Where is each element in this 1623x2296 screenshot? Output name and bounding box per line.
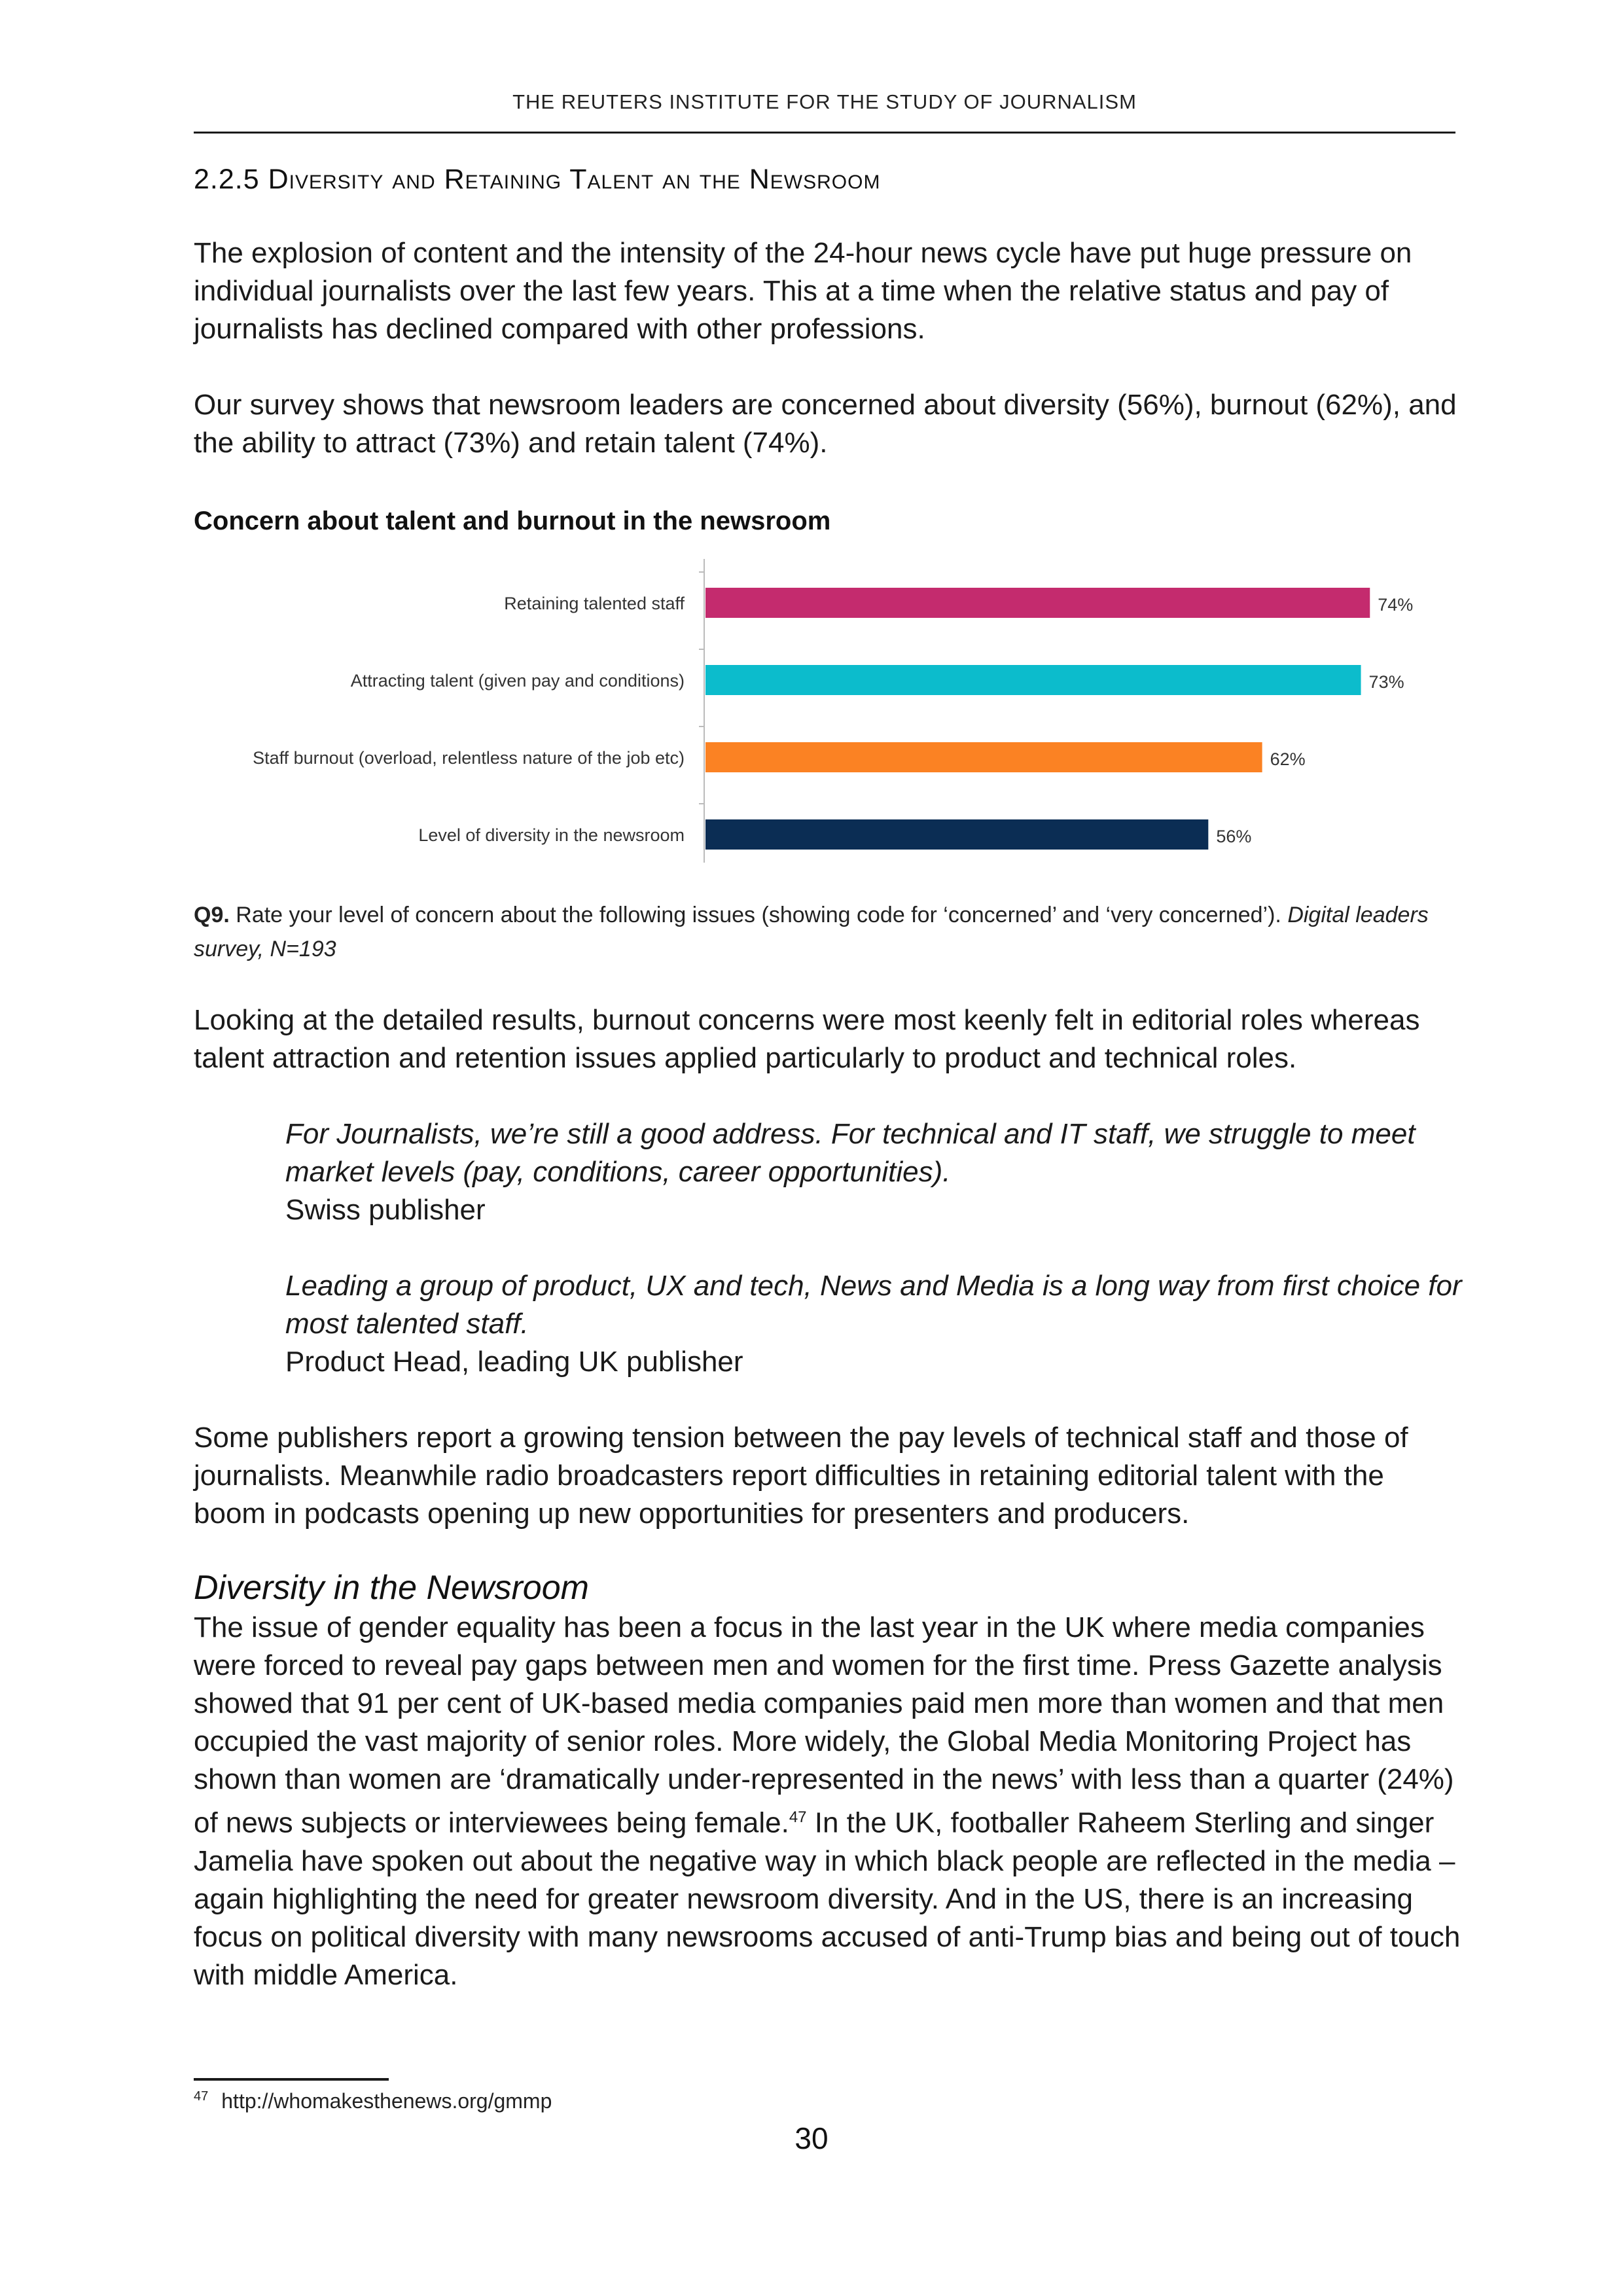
running-header: THE REUTERS INSTITUTE FOR THE STUDY OF JOURNALISM bbox=[512, 90, 1137, 113]
paragraph-tension: Some publishers report a growing tension between the pay levels of technical staff and those of journalists. Meanwhile radio broadcasters report difficulties in retaining editorial talent with the boom in podcasts opening up new opportunities for presenters and producers. bbox=[194, 1422, 1408, 1530]
quote-block bbox=[285, 1115, 1463, 1229]
quote-attribution: Product Head, leading UK publisher bbox=[285, 1346, 743, 1378]
chart-caption bbox=[194, 898, 1463, 966]
paragraph-diversity-text-cont: In the UK, footballer Raheem Sterling and singer Jamelia have spoken out about the negative way in which black people are reflected in the media – again highlighting the need for greater newsroom diversity. And in the US, there is an increasing focus on political diversity with many newsrooms accused of anti-Trump bias and being out of touch with middle America. bbox=[194, 1806, 1461, 1991]
value-label: 73% bbox=[1368, 672, 1404, 692]
paragraph-survey: Our survey shows that newsroom leaders are concerned about diversity (56%), burnout (62%), and the ability to attract (73%) and retain talent (74%). bbox=[194, 389, 1457, 459]
footnote-number: 47 bbox=[194, 2089, 209, 2104]
category-label: Attracting talent (given pay and conditions) bbox=[350, 671, 685, 691]
bar bbox=[705, 742, 1262, 772]
quote-attribution: Swiss publisher bbox=[285, 1194, 486, 1226]
quote-text: Leading a group of product, UX and tech, News and Media is a long way from first choice for most talented staff. bbox=[285, 1270, 1462, 1340]
value-label: 56% bbox=[1216, 827, 1252, 846]
chart-title: Concern about talent and burnout in the newsroom bbox=[194, 507, 831, 535]
quote-text: For Journalists, we’re still a good address. For technical and IT staff, we struggle to meet market levels (pay, conditions, career opportunities). bbox=[285, 1118, 1416, 1188]
paragraph-diversity bbox=[194, 1609, 1463, 1994]
page-number: 30 bbox=[794, 2121, 829, 2155]
value-label: 62% bbox=[1270, 749, 1306, 769]
footnote-ref[interactable]: 47 bbox=[789, 1808, 807, 1826]
subheading: Diversity in the Newsroom bbox=[194, 1569, 589, 1607]
paragraph-intro: The explosion of content and the intensity of the 24-hour news cycle have put huge pressure on individual journalists over the last few years. This at a time when the relative status and pay of journalists has declined compared with other professions. bbox=[194, 237, 1412, 345]
bar bbox=[705, 665, 1361, 695]
quote-block bbox=[285, 1267, 1463, 1381]
bar bbox=[705, 588, 1370, 618]
caption-label: Q9. bbox=[194, 903, 230, 927]
paragraph-detail: Looking at the detailed results, burnout concerns were most keenly felt in editorial roles whereas talent attraction and retention issues applied particularly to product and technical roles. bbox=[194, 1004, 1420, 1074]
footnote bbox=[194, 2089, 552, 2113]
header-rule bbox=[194, 132, 1455, 134]
footnote-link[interactable]: http://whomakesthenews.org/gmmp bbox=[221, 2089, 552, 2113]
value-label: 74% bbox=[1378, 595, 1414, 615]
caption-text: Rate your level of concern about the following issues (showing code for ‘concerned’ and ‘very concerned’). bbox=[229, 903, 1288, 927]
category-label: Staff burnout (overload, relentless nature of the job etc) bbox=[253, 748, 685, 768]
category-label: Level of diversity in the newsroom bbox=[418, 825, 685, 845]
section-title: 2.2.5 Diversity and Retaining Talent an the Newsroom bbox=[194, 164, 881, 195]
paragraph-diversity-text: The issue of gender equality has been a focus in the last year in the UK where media companies were forced to reveal pay gaps between men and women for the first time. Press Gazette analysis showed that 91 per cent of UK-based media companies paid men more than women and that men occupied the vast majority of senior roles. More widely, the Global Media Monitoring Project has shown than women are ‘dramatically under-represented in the news’ with less than a quarter (24%) of news subjects or interviewees being female. bbox=[194, 1611, 1454, 1839]
chart-canvas bbox=[194, 550, 1455, 877]
category-label: Retaining talented staff bbox=[504, 594, 685, 613]
bar-chart bbox=[194, 550, 1455, 877]
bar bbox=[705, 819, 1208, 850]
footnote-rule bbox=[194, 2078, 389, 2081]
caption-source: Digital leaders survey, N=193 bbox=[194, 903, 1429, 961]
